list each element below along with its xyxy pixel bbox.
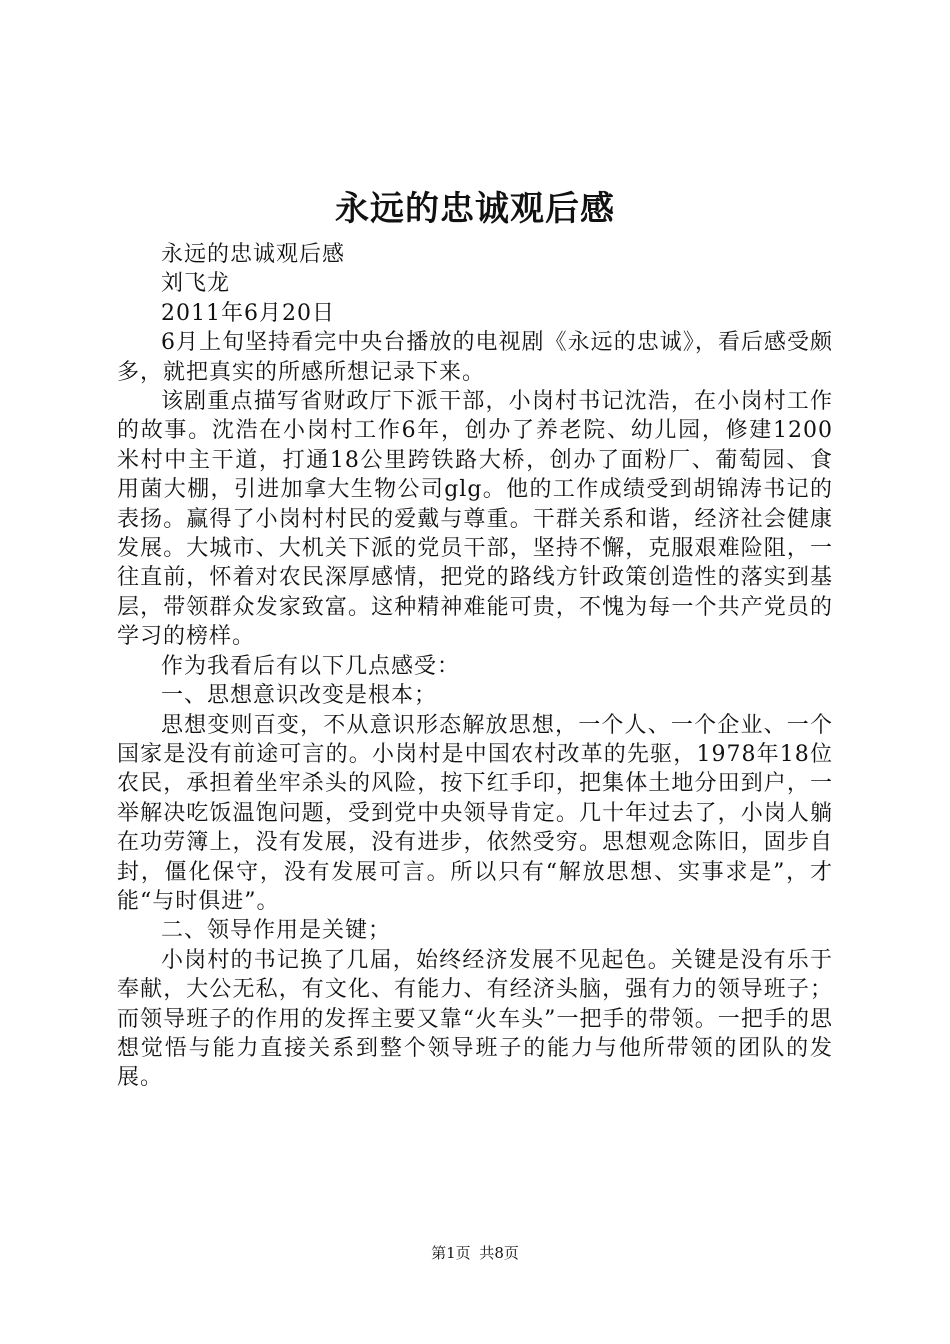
section-heading: 一、思想意识改变是根本； <box>161 683 438 709</box>
paragraph: 小岗村的书记换了几届，始终经济发展不见起色。关键是没有乐于奉献，大公无私，有文化、有能力、有经济头脑，强有力的领导班子；而领导班子的作用的发挥主要又靠“火车头”一把手的带领。一把手的思想觉悟与能力直接关系到整个领导班子的能力与他所带领的团队的发展。 <box>117 947 833 1091</box>
paragraph: 作为我看后有以下几点感受： <box>161 653 461 679</box>
document-title: 永远的忠诚观后感 <box>335 189 615 229</box>
paragraph: 该剧重点描写省财政厅下派干部，小岗村书记沈浩，在小岗村工作的故事。沈浩在小岗村工作6年，创办了养老院、幼儿园，修建1200米村中主干道，打通18公里跨铁路大桥，创办了面粉厂、葡萄园、食用菌大棚，引进加拿大生物公司glg。他的工作成绩受到胡锦涛书记的表扬。赢得了小岗村村民的爱戴与尊重。干群关系和谐，经济社会健康发展。大城市、大机关下派的党员干部，坚持不懈，克服艰难险阻，一往直前，怀着对农民深厚感情，把党的路线方针政策创造性的落实到基层，带领群众发家致富。这种精神难能可贵，不愧为每一个共产党员的学习的榜样。 <box>117 389 833 650</box>
document-body <box>117 240 833 1093</box>
page-total: 共8页 <box>479 1244 519 1262</box>
paragraph: 思想变则百变，不从意识形态解放思想，一个人、一个企业、一个国家是没有前途可言的。小岗村是中国农村改革的先驱，1978年18位农民，承担着坐牢杀头的风险，按下红手印，把集体土地分田到户，一举解决吃饭温饱问题，受到党中央领导肯定。几十年过去了，小岗人躺在功劳簿上，没有发展，没有进步，依然受穷。思想观念陈旧，固步自封，僵化保守，没有发展可言。所以只有“解放思想、实事求是”，才能“与时俱进”。 <box>117 712 833 914</box>
page-number: 第1页 <box>431 1244 471 1262</box>
paragraph-subtitle: 永远的忠诚观后感 <box>161 242 346 267</box>
paragraph: 6月上旬坚持看完中央台播放的电视剧《永远的忠诚》，看后感受颇多，就把真实的所感所想记录下来。 <box>117 330 833 385</box>
paragraph-author: 刘飞龙 <box>161 271 231 297</box>
section-heading: 二、领导作用是关键； <box>161 918 392 944</box>
page-footer <box>0 1243 950 1263</box>
paragraph-date: 2011年6月20日 <box>161 300 335 326</box>
